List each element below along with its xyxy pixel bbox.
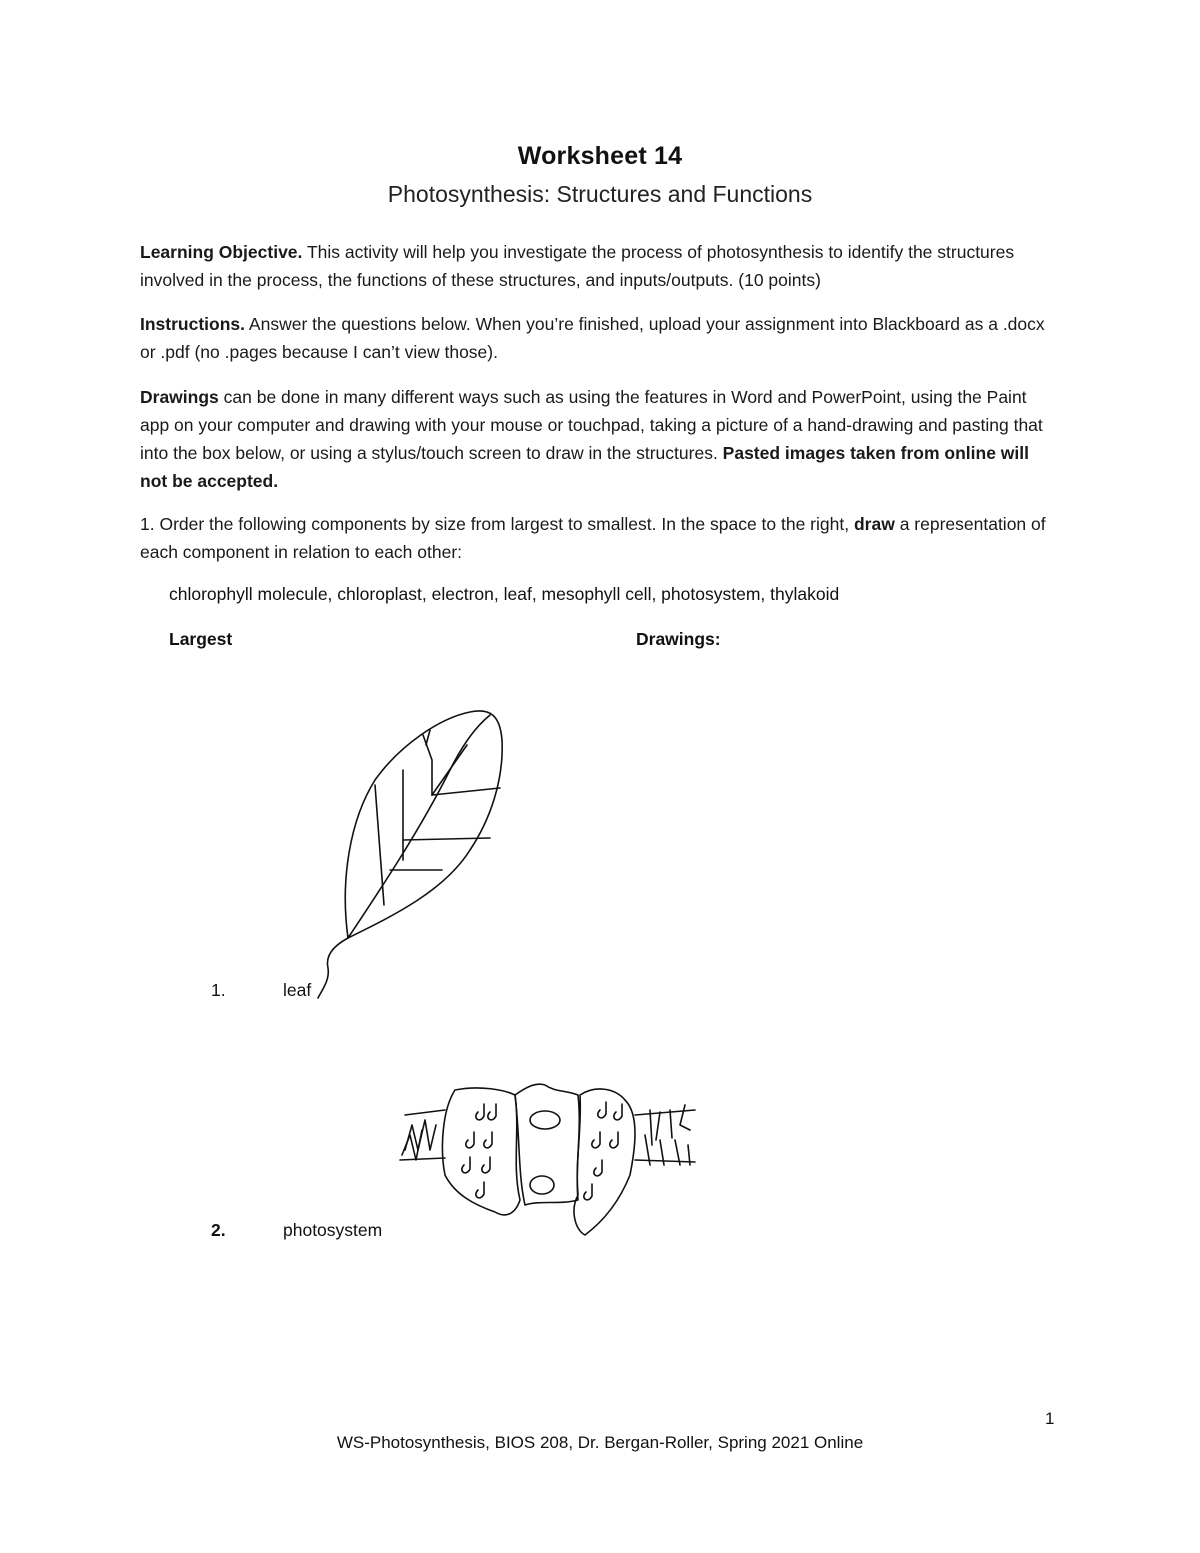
question-1-text-a: 1. Order the following components by size from largest to smallest. In the space to the right, — [140, 514, 854, 534]
instructions-label: Instructions. — [140, 314, 246, 334]
answer-2-label: photosystem — [283, 1220, 383, 1240]
instructions-text: Answer the questions below. When you’re finished, upload your assignment into Blackboard as a .docx or .pdf (no .pages because I can’t view those). — [140, 314, 1045, 362]
photosystem-drawing — [400, 1084, 695, 1235]
answer-2-number: 2. — [211, 1220, 226, 1240]
worksheet-title: Worksheet 14 — [517, 142, 683, 170]
leaf-drawing — [318, 711, 502, 998]
worksheet-subtitle: Photosynthesis: Structures and Functions — [387, 181, 813, 207]
column-heading-drawings: Drawings: — [636, 629, 721, 649]
answer-1-label: leaf — [283, 980, 312, 1000]
page-number: 1 — [1045, 1409, 1055, 1428]
learning-objective-text: This activity will help you investigate the process of photosynthesis to identify the structures involved in the process, the functions of these structures, and inputs/outputs. (10 points) — [140, 242, 1015, 290]
question-1-bold: draw — [853, 514, 895, 534]
drawings-text: can be done in many different ways such as using the features in Word and PowerPoint, using the Paint app on your computer and drawing with your mouse or touchpad, taking a picture of a hand-drawing and pasting that into the box below, or using a stylus/touch screen to draw in the structures. — [140, 387, 1043, 463]
question-1-text-b: a representation of each component in relation to each other: — [140, 514, 1046, 562]
learning-objective-label: Learning Objective. — [140, 242, 303, 262]
page-footer: WS-Photosynthesis, BIOS 208, Dr. Bergan-Roller, Spring 2021 Online — [336, 1433, 864, 1452]
components-list: chlorophyll molecule, chloroplast, electron, leaf, mesophyll cell, photosystem, thylakoid — [169, 584, 840, 604]
drawings-label: Drawings — [140, 387, 219, 407]
answer-1-number: 1. — [211, 980, 226, 1000]
column-heading-largest: Largest — [169, 629, 233, 649]
drawings-warning: Pasted images taken from online will not be accepted. — [140, 443, 1030, 491]
